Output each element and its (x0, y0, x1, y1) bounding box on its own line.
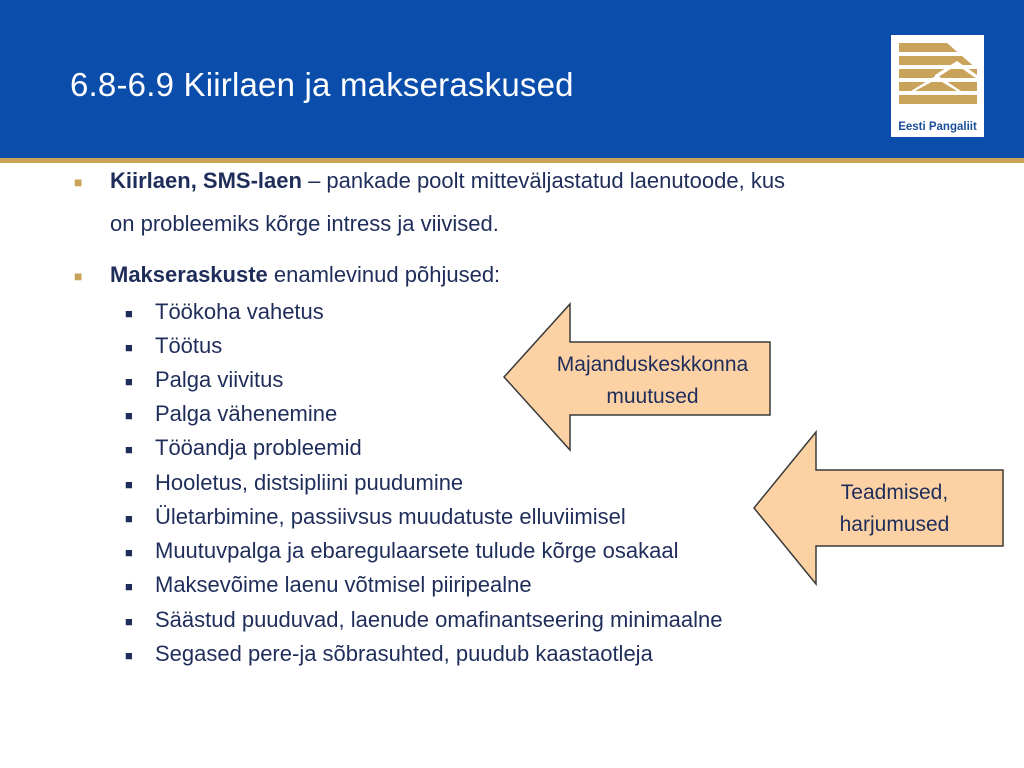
callout-economy-line1: Majanduskeskkonna (556, 353, 749, 376)
bullet-kiirlaen-term: Kiirlaen, SMS-laen (110, 168, 302, 193)
bullet-kiirlaen-definition: – pankade poolt mitteväljastatud laenutoode, kus (301, 168, 786, 193)
sub-bullet-icon: ■ (125, 340, 133, 355)
reason-item: Hooletus, distsipliini puudumine (155, 470, 464, 495)
reason-item: Töötus (155, 333, 223, 358)
sub-bullet-icon: ■ (125, 306, 133, 321)
bullet-makseraskused (110, 262, 500, 288)
sub-bullet-icon: ■ (125, 579, 133, 594)
reason-item: Segased pere-ja sõbrasuhted, puudub kaastaotleja (155, 641, 653, 666)
reason-item: Töökoha vahetus (155, 299, 324, 324)
sub-bullet-icon: ■ (125, 408, 133, 423)
reason-item: Maksevõime laenu võtmisel piiripealne (155, 572, 532, 597)
sub-bullet-icon: ■ (125, 648, 133, 663)
callout-economy (530, 349, 775, 413)
bullet-makseraskused-text: enamlevinud põhjused: (267, 262, 501, 287)
sub-bullet-icon: ■ (125, 374, 133, 389)
bullet-makseraskused-term: Makseraskuste (110, 262, 268, 287)
sub-bullet-icon: ■ (125, 511, 133, 526)
callout-knowledge (822, 477, 967, 541)
reason-item: Säästud puuduvad, laenude omafinantseering minimaalne (155, 607, 723, 632)
bullet-marker-icon: ■ (74, 268, 83, 284)
eesti-pangaliit-logo (891, 35, 984, 137)
callout-knowledge-line2: harjumused (839, 513, 950, 536)
bullet-kiirlaen-line2: on probleemiks kõrge intress ja viivised. (110, 211, 499, 236)
sub-bullet-icon: ■ (125, 545, 133, 560)
sub-bullet-icon: ■ (125, 477, 133, 492)
reason-item: Palga vähenemine (155, 401, 338, 426)
sub-bullet-icon: ■ (125, 442, 133, 457)
header-divider (0, 158, 1024, 163)
reason-item: Ületarbimine, passiivsus muudatuste elluviimisel (155, 504, 626, 529)
logo-caption: Eesti Pangaliit (898, 121, 977, 133)
reason-item: Tööandja probleemid (155, 435, 362, 460)
sub-bullet-icon: ■ (125, 614, 133, 629)
bullet-kiirlaen (110, 168, 785, 194)
bullet-marker-icon: ■ (74, 174, 83, 190)
slide-title: 6.8-6.9 Kiirlaen ja makseraskused (70, 66, 574, 103)
reason-item: Muutuvpalga ja ebaregulaarsete tulude kõrge osakaal (155, 538, 679, 563)
reason-item: Palga viivitus (155, 367, 284, 392)
callout-knowledge-line1: Teadmised, (840, 481, 949, 504)
callout-economy-line2: muutused (606, 385, 699, 408)
